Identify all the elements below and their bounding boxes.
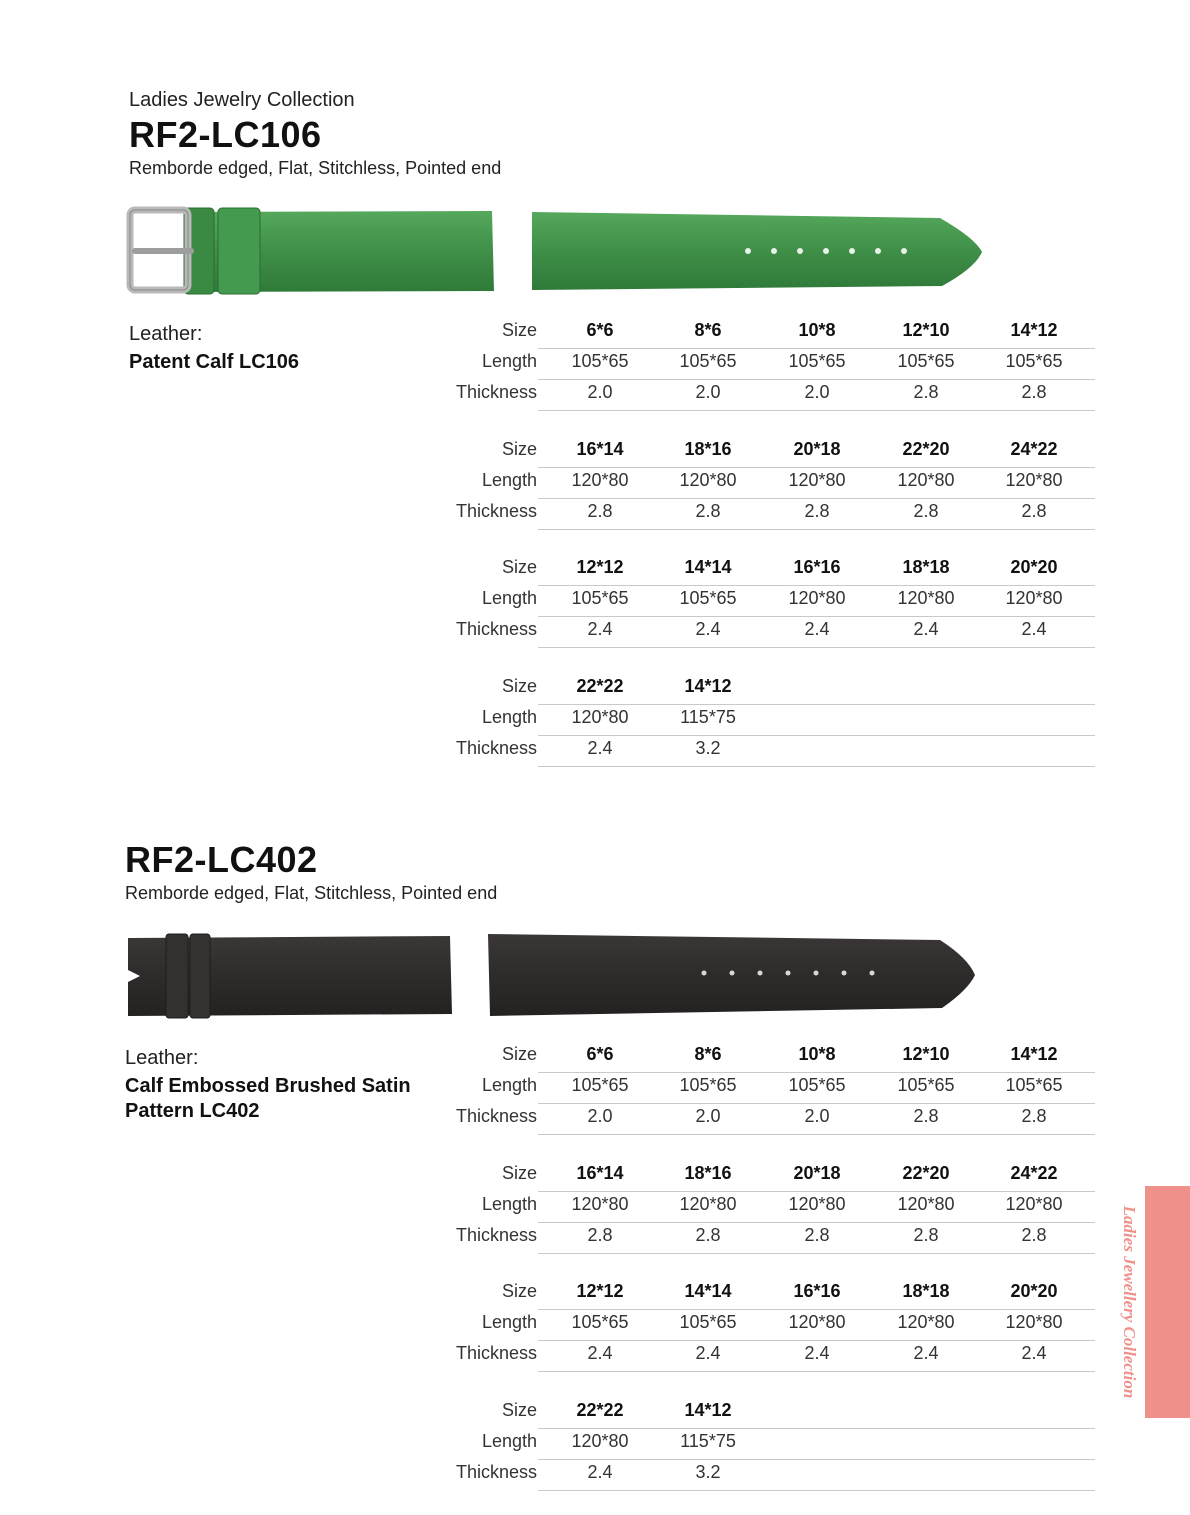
size-value: 18*18: [902, 557, 950, 577]
length-value: 105*65: [679, 588, 737, 608]
length-label: Length: [481, 588, 537, 608]
size-value: 16*16: [793, 1281, 841, 1301]
length-row: [440, 349, 1095, 380]
length-value: 105*65: [897, 1075, 955, 1095]
product-2-model-title: RF2-LC402: [125, 839, 318, 880]
product-2-strap-image: [120, 928, 990, 1024]
length-row: [440, 1073, 1095, 1104]
length-value: 105*65: [1005, 351, 1063, 371]
size-value: 22*22: [576, 1400, 624, 1420]
length-value: 105*65: [897, 351, 955, 371]
thickness-label: Thickness: [455, 1343, 537, 1363]
size-label: Size: [501, 1281, 537, 1301]
size-value: 22*20: [902, 1163, 950, 1183]
size-label: Size: [501, 439, 537, 459]
length-value: 120*80: [1005, 470, 1063, 490]
product-1-leather-name: Patent Calf LC106: [129, 351, 300, 373]
row-divider: [538, 410, 1095, 411]
thickness-label: Thickness: [455, 1225, 537, 1245]
thickness-row: [440, 617, 1095, 648]
length-value: 120*80: [897, 1194, 955, 1214]
size-label: Size: [501, 1163, 537, 1183]
length-value: 120*80: [679, 470, 737, 490]
size-value: 8*6: [694, 1044, 722, 1064]
length-row: [440, 468, 1095, 499]
thickness-value: 2.0: [804, 1106, 830, 1126]
size-value: 22*20: [902, 439, 950, 459]
length-label: Length: [481, 1075, 537, 1095]
product-2-description: Remborde edged, Flat, Stitchless, Pointed end: [125, 883, 498, 903]
thickness-value: 2.0: [804, 382, 830, 402]
thickness-value: 2.4: [913, 619, 939, 639]
size-row: [440, 1279, 1095, 1310]
length-value: 120*80: [1005, 1194, 1063, 1214]
length-value: 120*80: [571, 470, 629, 490]
length-value: 105*65: [788, 351, 846, 371]
size-value: 22*22: [576, 676, 624, 696]
thickness-value: 2.0: [587, 382, 613, 402]
length-label: Length: [481, 351, 537, 371]
size-value: 14*12: [684, 676, 732, 696]
thickness-label: Thickness: [455, 382, 537, 402]
thickness-value: 2.8: [587, 501, 613, 521]
thickness-value: 2.4: [804, 1343, 830, 1363]
thickness-row: [440, 380, 1095, 411]
length-value: 120*80: [897, 1312, 955, 1332]
length-value: 120*80: [571, 707, 629, 727]
length-value: 105*65: [1005, 1075, 1063, 1095]
length-row: [440, 1310, 1095, 1341]
thickness-value: 2.8: [804, 1225, 830, 1245]
length-value: 105*65: [571, 588, 629, 608]
length-value: 105*65: [679, 1312, 737, 1332]
thickness-value: 2.8: [1021, 1106, 1047, 1126]
row-divider: [538, 766, 1095, 767]
size-value: 12*12: [576, 557, 624, 577]
product-1-leather-label: Leather:: [129, 323, 203, 345]
size-row: [440, 1161, 1095, 1192]
thickness-value: 2.8: [913, 1106, 939, 1126]
length-value: 120*80: [571, 1194, 629, 1214]
thickness-label: Thickness: [455, 619, 537, 639]
row-divider: [538, 1490, 1095, 1491]
size-label: Size: [501, 676, 537, 696]
length-value: 120*80: [1005, 1312, 1063, 1332]
length-value: 105*65: [571, 1312, 629, 1332]
size-label: Size: [501, 320, 537, 340]
length-value: 120*80: [788, 470, 846, 490]
thickness-value: 2.4: [1021, 1343, 1047, 1363]
thickness-value: 2.8: [587, 1225, 613, 1245]
thickness-value: 2.4: [804, 619, 830, 639]
length-label: Length: [481, 1431, 537, 1451]
size-value: 14*14: [684, 557, 732, 577]
size-row: [440, 1398, 1095, 1429]
size-row: [440, 1042, 1095, 1073]
thickness-label: Thickness: [455, 1462, 537, 1482]
size-label: Size: [501, 1400, 537, 1420]
size-value: 20*18: [793, 1163, 841, 1183]
thickness-value: 2.4: [587, 619, 613, 639]
length-value: 105*65: [571, 1075, 629, 1095]
size-value: 18*18: [902, 1281, 950, 1301]
thickness-value: 3.2: [695, 738, 721, 758]
length-label: Length: [481, 1312, 537, 1332]
size-value: 6*6: [586, 320, 614, 340]
length-value: 115*75: [680, 1431, 736, 1451]
thickness-row: [440, 1460, 1095, 1491]
thickness-value: 2.8: [695, 1225, 721, 1245]
size-value: 8*6: [694, 320, 722, 340]
thickness-value: 2.4: [587, 1343, 613, 1363]
size-value: 12*10: [902, 1044, 950, 1064]
length-value: 120*80: [788, 1194, 846, 1214]
length-value: 115*75: [680, 707, 736, 727]
length-value: 120*80: [571, 1431, 629, 1451]
length-value: 105*65: [679, 351, 737, 371]
row-divider: [538, 1253, 1095, 1254]
length-row: [440, 705, 1095, 736]
size-value: 16*14: [576, 439, 624, 459]
size-value: 24*22: [1010, 1163, 1058, 1183]
thickness-label: Thickness: [455, 738, 537, 758]
thickness-row: [440, 736, 1095, 767]
length-value: 105*65: [679, 1075, 737, 1095]
thickness-value: 2.8: [913, 382, 939, 402]
thickness-value: 2.8: [1021, 1225, 1047, 1245]
thickness-value: 2.0: [695, 382, 721, 402]
size-value: 12*10: [902, 320, 950, 340]
product-2-leather-label: Leather:: [125, 1047, 199, 1069]
length-value: 120*80: [897, 470, 955, 490]
length-value: 120*80: [897, 588, 955, 608]
thickness-value: 2.8: [695, 501, 721, 521]
thickness-row: [440, 499, 1095, 530]
product-1-description: Remborde edged, Flat, Stitchless, Pointed end: [129, 158, 502, 178]
size-value: 6*6: [586, 1044, 614, 1064]
thickness-value: 2.8: [1021, 382, 1047, 402]
size-row: [440, 318, 1095, 349]
thickness-row: [440, 1341, 1095, 1372]
side-tab: [1145, 1186, 1190, 1418]
thickness-value: 2.4: [587, 1462, 613, 1482]
thickness-row: [440, 1104, 1095, 1135]
length-value: 105*65: [571, 351, 629, 371]
size-value: 24*22: [1010, 439, 1058, 459]
length-value: 105*65: [788, 1075, 846, 1095]
size-value: 18*16: [684, 439, 732, 459]
thickness-value: 2.8: [913, 1225, 939, 1245]
size-label: Size: [501, 557, 537, 577]
length-row: [440, 1429, 1095, 1460]
length-label: Length: [481, 707, 537, 727]
thickness-value: 2.8: [804, 501, 830, 521]
thickness-value: 2.4: [1021, 619, 1047, 639]
product-1-strap-image: [120, 198, 990, 302]
row-divider: [538, 1134, 1095, 1135]
size-value: 20*20: [1010, 1281, 1058, 1301]
thickness-label: Thickness: [455, 1106, 537, 1126]
length-value: 120*80: [679, 1194, 737, 1214]
collection-label: Ladies Jewelry Collection: [129, 89, 355, 111]
size-value: 14*12: [1010, 1044, 1058, 1064]
row-divider: [538, 529, 1095, 530]
size-value: 20*18: [793, 439, 841, 459]
row-divider: [538, 647, 1095, 648]
thickness-value: 2.4: [913, 1343, 939, 1363]
thickness-value: 2.8: [1021, 501, 1047, 521]
size-value: 16*16: [793, 557, 841, 577]
thickness-value: 2.4: [695, 619, 721, 639]
size-value: 14*14: [684, 1281, 732, 1301]
product-1-model-title: RF2-LC106: [129, 114, 322, 155]
thickness-value: 3.2: [695, 1462, 721, 1482]
size-value: 12*12: [576, 1281, 624, 1301]
thickness-value: 2.4: [695, 1343, 721, 1363]
size-value: 16*14: [576, 1163, 624, 1183]
length-value: 120*80: [1005, 588, 1063, 608]
size-value: 14*12: [684, 1400, 732, 1420]
size-row: [440, 437, 1095, 468]
thickness-value: 2.8: [913, 501, 939, 521]
length-row: [440, 1192, 1095, 1223]
length-label: Length: [481, 470, 537, 490]
size-value: 14*12: [1010, 320, 1058, 340]
size-value: 10*8: [798, 320, 836, 340]
thickness-value: 2.4: [587, 738, 613, 758]
size-value: 20*20: [1010, 557, 1058, 577]
size-row: [440, 674, 1095, 705]
length-row: [440, 586, 1095, 617]
size-label: Size: [501, 1044, 537, 1064]
size-value: 18*16: [684, 1163, 732, 1183]
size-row: [440, 555, 1095, 586]
thickness-label: Thickness: [455, 501, 537, 521]
length-value: 120*80: [788, 1312, 846, 1332]
thickness-value: 2.0: [695, 1106, 721, 1126]
length-label: Length: [481, 1194, 537, 1214]
size-value: 10*8: [798, 1044, 836, 1064]
thickness-value: 2.0: [587, 1106, 613, 1126]
row-divider: [538, 1371, 1095, 1372]
thickness-row: [440, 1223, 1095, 1254]
product-2-leather-name: Calf Embossed Brushed Satin Pattern LC402: [125, 1075, 411, 1122]
length-value: 120*80: [788, 588, 846, 608]
